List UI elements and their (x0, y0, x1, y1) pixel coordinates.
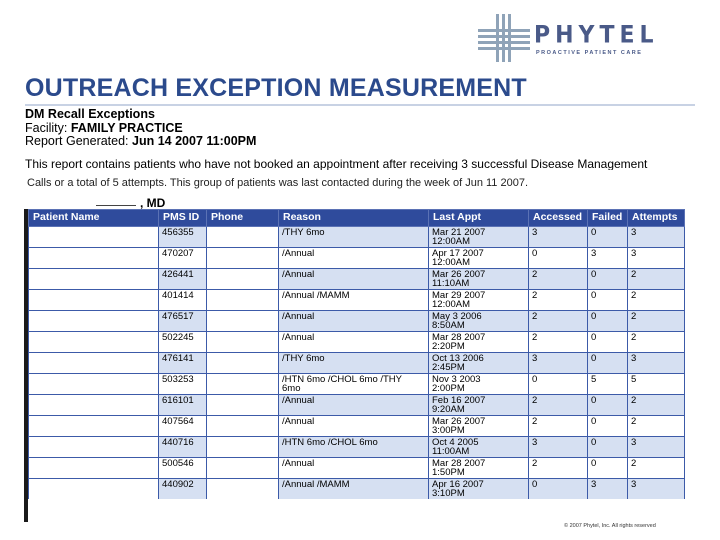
table-row[interactable] (29, 479, 685, 500)
title-divider (25, 104, 695, 106)
cell-pms-id: 440716 (159, 437, 207, 458)
provider-redaction (96, 205, 136, 206)
cell-phone (207, 416, 279, 437)
generated-line (25, 135, 256, 149)
cell-accessed: 2 (529, 332, 588, 353)
logo-tagline: PROACTIVE PATIENT CARE (536, 50, 643, 56)
cell-reason: /Annual /MAMM (279, 479, 429, 500)
cell-patient-name (29, 416, 159, 437)
cell-phone (207, 437, 279, 458)
cell-last-appt: Nov 3 2003 2:00PM (429, 374, 529, 395)
cell-attempts: 3 (628, 353, 685, 374)
cell-patient-name (29, 374, 159, 395)
cell-attempts: 2 (628, 290, 685, 311)
cell-last-appt: Mar 26 2007 11:10AM (429, 269, 529, 290)
table-row[interactable] (29, 416, 685, 437)
cell-failed: 5 (588, 374, 628, 395)
table-row[interactable] (29, 437, 685, 458)
report-description: This report contains patients who have not booked an appointment after receiving 3 successful Disease Management (25, 158, 648, 170)
cell-accessed: 0 (529, 374, 588, 395)
cell-pms-id: 470207 (159, 248, 207, 269)
cell-phone (207, 479, 279, 500)
cell-failed: 0 (588, 332, 628, 353)
cell-pms-id: 401414 (159, 290, 207, 311)
copyright-footer: © 2007 Phytel, Inc. All rights reserved (564, 523, 656, 529)
cell-patient-name (29, 227, 159, 248)
cell-reason: /Annual (279, 269, 429, 290)
cell-attempts: 3 (628, 479, 685, 500)
table-row[interactable] (29, 290, 685, 311)
cell-pms-id: 500546 (159, 458, 207, 479)
cell-reason: /Annual (279, 311, 429, 332)
col-pms-id[interactable]: PMS ID (159, 210, 207, 227)
cell-attempts: 3 (628, 248, 685, 269)
cell-accessed: 2 (529, 311, 588, 332)
cell-last-appt: Oct 13 2006 2:45PM (429, 353, 529, 374)
cell-failed: 0 (588, 311, 628, 332)
cell-reason: /THY 6mo (279, 227, 429, 248)
cell-patient-name (29, 332, 159, 353)
cell-accessed: 3 (529, 437, 588, 458)
facility-value: FAMILY PRACTICE (70, 120, 183, 135)
col-attempts[interactable]: Attempts (628, 210, 685, 227)
cell-pms-id: 616101 (159, 395, 207, 416)
cell-reason: /Annual (279, 416, 429, 437)
cell-attempts: 2 (628, 416, 685, 437)
cell-reason: /Annual (279, 248, 429, 269)
cell-reason: /Annual /MAMM (279, 290, 429, 311)
phytel-logo (478, 14, 683, 62)
cell-accessed: 3 (529, 353, 588, 374)
page-title: OUTREACH EXCEPTION MEASUREMENT (25, 74, 527, 102)
cell-patient-name (29, 248, 159, 269)
cell-attempts: 2 (628, 458, 685, 479)
col-reason[interactable]: Reason (279, 210, 429, 227)
cell-pms-id: 476517 (159, 311, 207, 332)
cell-attempts: 2 (628, 395, 685, 416)
col-patient-name[interactable]: Patient Name (29, 210, 159, 227)
table-row[interactable] (29, 311, 685, 332)
table-row[interactable] (29, 374, 685, 395)
cell-last-appt: Feb 16 2007 9:20AM (429, 395, 529, 416)
cell-reason: /Annual (279, 332, 429, 353)
cell-attempts: 3 (628, 437, 685, 458)
cell-accessed: 0 (529, 248, 588, 269)
cell-phone (207, 269, 279, 290)
cell-attempts: 2 (628, 269, 685, 290)
cell-last-appt: Apr 16 2007 3:10PM (429, 479, 529, 500)
cell-last-appt: Mar 21 2007 12:00AM (429, 227, 529, 248)
cell-attempts: 3 (628, 227, 685, 248)
cell-phone (207, 353, 279, 374)
cell-failed: 0 (588, 458, 628, 479)
cell-accessed: 2 (529, 290, 588, 311)
generated-value: Jun 14 2007 11:00PM (132, 134, 257, 148)
cell-accessed: 2 (529, 458, 588, 479)
provider-name: , MD (140, 196, 166, 210)
cell-reason: /THY 6mo (279, 353, 429, 374)
cell-last-appt: May 3 2006 8:50AM (429, 311, 529, 332)
cell-pms-id: 503253 (159, 374, 207, 395)
cell-reason: /Annual (279, 458, 429, 479)
cell-failed: 3 (588, 479, 628, 500)
table-header-row (29, 210, 685, 227)
table-row[interactable] (29, 248, 685, 269)
cell-failed: 0 (588, 353, 628, 374)
cell-failed: 0 (588, 290, 628, 311)
table-row[interactable] (29, 332, 685, 353)
cell-patient-name (29, 311, 159, 332)
logo-cross-icon (478, 14, 530, 62)
cell-phone (207, 458, 279, 479)
table-row[interactable] (29, 269, 685, 290)
logo-wordmark: PHYTEL (534, 21, 659, 50)
cell-accessed: 3 (529, 227, 588, 248)
cell-patient-name (29, 290, 159, 311)
cell-failed: 0 (588, 416, 628, 437)
cell-accessed: 2 (529, 269, 588, 290)
col-phone[interactable]: Phone (207, 210, 279, 227)
cell-phone (207, 227, 279, 248)
cell-pms-id: 426441 (159, 269, 207, 290)
cell-last-appt: Apr 17 2007 12:00AM (429, 248, 529, 269)
cell-reason: /Annual (279, 395, 429, 416)
cell-failed: 0 (588, 395, 628, 416)
cell-phone (207, 311, 279, 332)
cell-last-appt: Mar 28 2007 2:20PM (429, 332, 529, 353)
cell-failed: 3 (588, 248, 628, 269)
cell-phone (207, 290, 279, 311)
facility-label: Facility: (25, 120, 68, 135)
table-row[interactable] (29, 227, 685, 248)
table-row[interactable] (29, 395, 685, 416)
cell-last-appt: Mar 28 2007 1:50PM (429, 458, 529, 479)
report-name: DM Recall Exceptions (25, 107, 155, 121)
cell-last-appt: Oct 4 2005 11:00AM (429, 437, 529, 458)
cell-pms-id: 407564 (159, 416, 207, 437)
table-row[interactable] (29, 353, 685, 374)
cell-attempts: 2 (628, 332, 685, 353)
cell-patient-name (29, 353, 159, 374)
cell-patient-name (29, 269, 159, 290)
cell-last-appt: Mar 29 2007 12:00AM (429, 290, 529, 311)
cell-pms-id: 476141 (159, 353, 207, 374)
cell-patient-name (29, 437, 159, 458)
exceptions-table (28, 209, 685, 499)
col-failed[interactable]: Failed (588, 210, 628, 227)
cell-failed: 0 (588, 269, 628, 290)
cell-accessed: 2 (529, 395, 588, 416)
report-header (25, 108, 256, 149)
report-description-2: Calls or a total of 5 attempts. This group of patients was last contacted during the week of Jun 11 2007. (27, 177, 528, 189)
cell-patient-name (29, 479, 159, 500)
cell-patient-name (29, 458, 159, 479)
cell-last-appt: Mar 26 2007 3:00PM (429, 416, 529, 437)
col-accessed[interactable]: Accessed (529, 210, 588, 227)
facility-line (25, 122, 256, 136)
cell-attempts: 5 (628, 374, 685, 395)
cell-failed: 0 (588, 227, 628, 248)
cell-attempts: 2 (628, 311, 685, 332)
cell-reason: /HTN 6mo /CHOL 6mo /THY 6mo (279, 374, 429, 395)
cell-pms-id: 502245 (159, 332, 207, 353)
col-last-appt[interactable]: Last Appt (429, 210, 529, 227)
cell-accessed: 2 (529, 416, 588, 437)
table-row[interactable] (29, 458, 685, 479)
generated-label: Report Generated: (25, 134, 129, 148)
cell-phone (207, 374, 279, 395)
cell-pms-id: 456355 (159, 227, 207, 248)
cell-phone (207, 395, 279, 416)
cell-accessed: 0 (529, 479, 588, 500)
cell-pms-id: 440902 (159, 479, 207, 500)
cell-reason: /HTN 6mo /CHOL 6mo (279, 437, 429, 458)
cell-failed: 0 (588, 437, 628, 458)
cell-phone (207, 248, 279, 269)
cell-phone (207, 332, 279, 353)
cell-patient-name (29, 395, 159, 416)
